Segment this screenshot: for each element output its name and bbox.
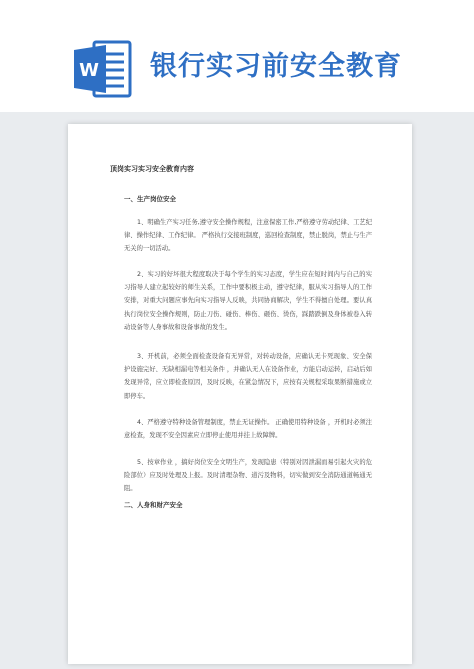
word-document-icon xyxy=(72,38,134,100)
document-page xyxy=(68,124,412,664)
document-title: 顶岗实习实习安全教育内容 xyxy=(110,165,194,173)
section-heading-2: 二、人身和财产安全 xyxy=(124,501,183,509)
page-title: 银行实习前安全教育 xyxy=(150,51,402,82)
section-heading-1: 一、生产岗位安全 xyxy=(124,195,176,203)
paragraph-1: 1、明确生产实习任务,遵守安全操作规程，注意保密工作,严格遵守劳动纪律、工艺纪律、操作纪律、工作纪律。 严格执行交接班制度，巡回检查制度，禁止脱岗，禁止与生产无关的一切活动。 xyxy=(124,219,372,253)
paragraph-4: 4、严格遵守特种设备管理制度，禁止无证操作。 正确使用特种设备 ，开机时必须注意检查，发现不安全因素应立即停止使用并挂上故障牌。 xyxy=(124,419,372,440)
paragraph-2: 2、实习的好坏很大程度取决于每个学生的实习态度，学生应在短时间内与自己的实习指导人建立起较好的师生关系，工作中要积极主动，遵守纪律，服从实习指导人的工作安排，对重大问题应事先向实习指导人反映，共同协商解决，学生不得擅自处理。要认真执行岗位安全操作规则，防止刀伤、碰伤、棒伤、砸伤、烫伤，踩踏跌倒及身体被卷入转动设备等人身事故和设备事故的发生。 xyxy=(124,271,372,331)
document-viewer xyxy=(0,112,474,669)
header-banner xyxy=(0,0,474,120)
word-icon-letter: W xyxy=(79,60,99,81)
paragraph-3: 3、开机前，必须全面检查设备有无异常，对转动设备，应确认无卡死现象、安全保护设施完好、无缺相漏电等相关条件 ，并确认无人在设备作业，方能启动运转，启动后如发现异常，应立即检查原因，及时反映，在紧急情况下，应按有关规程采取果断措施或立即停车。 xyxy=(124,353,372,400)
paragraph-5: 5、按章作业 ，搞好岗位安全文明生产，发现隐患（特别对因泄漏而易引起火灾的危险部位）应及时处理及上报。及时清理杂物、道污及物料，切实做到安全消防通道畅通无阻。 xyxy=(124,459,372,493)
